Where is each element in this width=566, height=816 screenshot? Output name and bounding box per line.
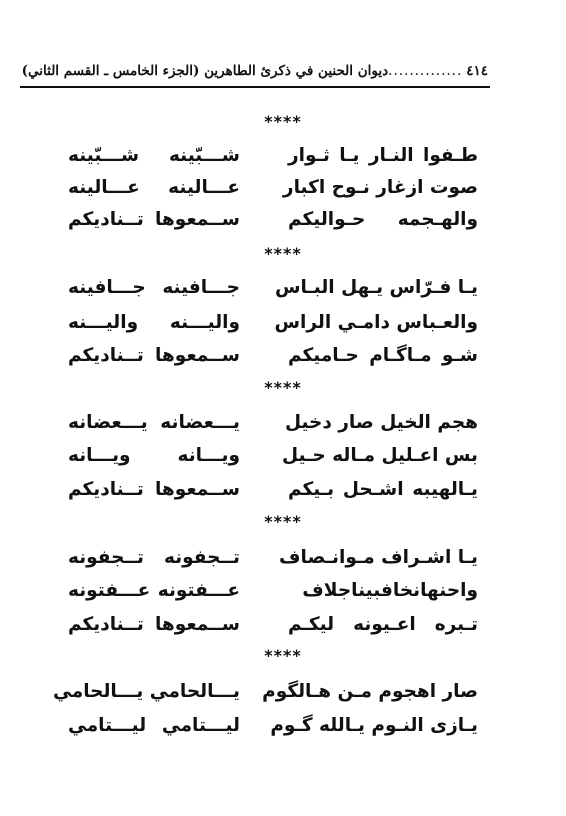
verse-line: [0, 170, 566, 206]
page-number: ٤١٤: [466, 63, 488, 79]
verse-second-hemistich: جـــافينه جـــافينه: [68, 277, 240, 298]
verse-second-hemistich: ســمعوها تــناديكم: [68, 345, 240, 366]
verse-second-hemistich: عـــفتونه عـــفتونه: [68, 580, 240, 601]
verse-first-hemistich: يـازى النـوم يـالله گـوم: [270, 715, 478, 736]
verse-first-hemistich: طـفوا النـار يـا ثـوار: [288, 145, 478, 166]
verse-first-hemistich: شـو مـاگـام حـاميكم: [288, 345, 478, 366]
verse-second-hemistich: ســمعوها تــناديكم: [68, 614, 240, 635]
verse-first-hemistich: واحنهانخافبيناجلاف: [302, 580, 478, 601]
verse-line: [0, 708, 566, 744]
verse-second-hemistich: تــجفونه تــجفونه: [68, 547, 240, 568]
header-rule: [20, 86, 490, 88]
verse-line: [0, 405, 566, 441]
verse-first-hemistich: يـا اشـراف مـوانـصاف: [279, 547, 478, 568]
verse-line: [0, 270, 566, 306]
stanza-separator: ****: [264, 512, 302, 531]
verse-second-hemistich: يـــعضانه يـــعضانه: [68, 412, 240, 433]
verse-line: [0, 540, 566, 576]
stanza-separator: ****: [264, 112, 302, 131]
verse-second-hemistich: ليـــتامي ليـــتامي: [68, 715, 240, 736]
running-header: [21, 58, 488, 84]
verse-second-hemistich: ســمعوها تــناديكم: [68, 209, 240, 230]
verse-second-hemistich: ســمعوها تــناديكم: [68, 479, 240, 500]
verse-first-hemistich: يـا فـرّاس يـهل البـاس: [275, 277, 478, 298]
verse-line: [0, 438, 566, 474]
verse-first-hemistich: والهـجمه حـواليكم: [288, 209, 478, 230]
verse-second-hemistich: يـــالحامي يـــالحامي: [53, 681, 240, 702]
header-leader-dots: ..............: [388, 63, 463, 79]
verse-line: [0, 607, 566, 643]
verse-line: [0, 305, 566, 341]
verse-second-hemistich: واليـــنه واليـــنه: [68, 312, 240, 333]
verse-line: [0, 573, 566, 609]
book-title: ديوان الحنين في ذكرئ الطاهرين (الجزء الخامس ـ القسم الثاني): [21, 63, 389, 79]
verse-line: [0, 472, 566, 508]
stanza-separator: ****: [264, 646, 302, 665]
stanza-separator: ****: [264, 378, 302, 397]
verse-first-hemistich: صار اهجوم مـن هـالگوم: [262, 681, 478, 702]
verse-first-hemistich: تـبره اعـيونه ليكـم: [288, 614, 478, 635]
verse-first-hemistich: يـالهيبه اشـحل بـيكم: [288, 479, 478, 500]
verse-line: [0, 338, 566, 374]
verse-first-hemistich: بس اعـليل مـاله حـيل: [282, 445, 478, 466]
verse-line: [0, 138, 566, 174]
verse-first-hemistich: هجم الخيل صار دخيل: [284, 412, 478, 433]
verse-second-hemistich: عـــالينه عـــالينه: [68, 177, 240, 198]
verse-first-hemistich: صوت ازغار نـوح اكبار: [282, 177, 478, 198]
verse-first-hemistich: والعـباس دامـي الراس: [274, 312, 478, 333]
verse-line: [0, 202, 566, 238]
verse-line: [0, 674, 566, 710]
stanza-separator: ****: [264, 244, 302, 263]
verse-second-hemistich: ويـــانه ويـــانه: [68, 445, 240, 466]
verse-second-hemistich: شـــبّينه شـــبّينه: [68, 145, 240, 166]
